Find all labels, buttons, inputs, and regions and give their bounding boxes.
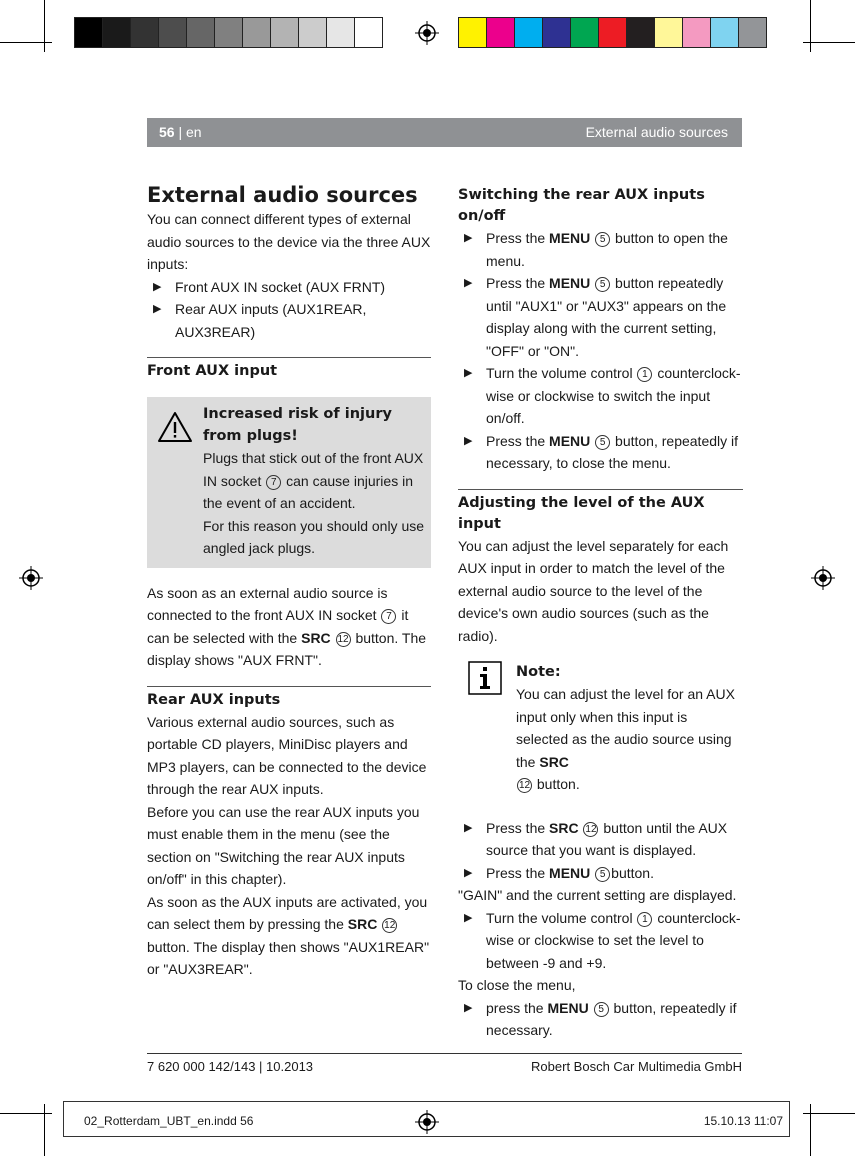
bullet-arrow-icon: ▶	[464, 911, 473, 924]
color-swatch	[74, 17, 103, 48]
color-swatch	[270, 17, 299, 48]
color-swatch-bar	[458, 17, 766, 48]
rear-aux-paragraph: Various external audio sources, such as portable CD players, MiniDisc players and MP3 players, can be connected to the device through the rear AUX inputs.	[147, 713, 427, 797]
callout-number: 7	[381, 609, 396, 624]
color-swatch	[626, 17, 655, 48]
bullet-arrow-icon: ▶	[464, 866, 473, 879]
intro-paragraph: You can connect different types of external audio sources to the device via the three AUX inputs:	[147, 211, 431, 272]
crop-mark	[44, 0, 45, 52]
color-swatch	[654, 17, 683, 48]
color-swatch	[486, 17, 515, 48]
front-aux-paragraph: As soon as an external audio source is connected to the front AUX IN socket 7 it can be selected with the SRC 12 button. The display shows "AUX FRNT".	[147, 584, 427, 668]
callout-number: 5	[595, 435, 610, 450]
print-slug	[63, 1101, 790, 1137]
warning-title: Increased risk of injury from plugs!	[203, 406, 392, 444]
gain-line: "GAIN" and the current setting are displayed.	[458, 887, 737, 903]
color-swatch	[542, 17, 571, 48]
registration-mark-icon	[415, 21, 439, 45]
page-number: 56 | en	[159, 124, 202, 140]
warning-box	[147, 397, 431, 568]
switch-aux-heading: Switching the rear AUX inputs on/off	[458, 187, 705, 224]
rear-aux-heading: Rear AUX inputs	[147, 691, 281, 708]
bullet-arrow-icon: ▶	[464, 434, 473, 447]
callout-number: 12	[337, 633, 349, 645]
front-aux-heading: Front AUX input	[147, 363, 278, 379]
callout-number: 5	[594, 1002, 609, 1017]
warning-text: For this reason you should only use angled jack plugs.	[203, 517, 425, 556]
publisher: Robert Bosch Car Multimedia GmbH	[531, 1059, 742, 1074]
list-item: ▶ press the MENU 5 button, repeatedly if necessary.	[458, 997, 743, 1042]
color-swatch	[514, 17, 543, 48]
callout-number: 5	[595, 867, 610, 882]
color-swatch	[738, 17, 767, 48]
color-swatch	[598, 17, 627, 48]
bullet-arrow-icon: ▶	[464, 821, 473, 834]
crop-mark	[44, 1104, 45, 1156]
list-item: ▶ Press the SRC 12 button until the AUX source that you want is displayed.	[458, 817, 743, 862]
list-item: ▶ Press the MENU 5 button.	[458, 862, 743, 885]
callout-number: 12	[585, 823, 597, 835]
bullet-arrow-icon: ▶	[153, 303, 162, 315]
color-swatch	[158, 17, 187, 48]
color-swatch	[298, 17, 327, 48]
section-divider	[147, 357, 431, 358]
bullet-arrow-icon: ▶	[464, 367, 473, 379]
list-item: ▶ Rear AUX inputs (AUX1REAR, AUX3REAR)	[147, 298, 431, 343]
left-column	[147, 182, 431, 981]
list-item: ▶ Press the MENU 5 button, repeatedly if necessary, to close the menu.	[458, 430, 743, 475]
gray-swatch-bar	[74, 17, 382, 48]
color-swatch	[130, 17, 159, 48]
callout-number: 12	[518, 780, 531, 791]
page-header-bar	[147, 118, 742, 147]
color-swatch	[458, 17, 487, 48]
section-divider	[147, 686, 431, 687]
bullet-arrow-icon: ▶	[464, 277, 473, 289]
rear-aux-paragraph: As soon as the AUX inputs are activated, you can select them by pressing the SRC 12 button. The display then shows "AUX1REAR" or "AUX3REAR".	[147, 893, 430, 977]
right-column	[458, 185, 743, 1042]
list-item: ▶ Front AUX IN socket (AUX FRNT)	[147, 276, 431, 299]
warning-triangle-icon	[157, 411, 193, 443]
list-item: ▶ Press the MENU 5 button to open the menu.	[458, 227, 743, 272]
close-menu-line: To close the menu,	[458, 977, 576, 993]
color-swatch	[682, 17, 711, 48]
registration-mark-icon	[19, 566, 43, 590]
color-swatch	[214, 17, 243, 48]
note-text: You can adjust the level for an AUX input only when this input is selected as the audio source using the SRC 12 button.	[516, 686, 735, 792]
warning-text: Plugs that stick out of the front AUX IN socket 7 can cause injuries in the event of an accident.	[203, 450, 424, 511]
info-icon	[468, 661, 502, 695]
list-item: ▶ Turn the volume control 1 counterclock-wise or clockwise to switch the input on/off.	[458, 362, 743, 430]
slug-date: 15.10.13 11:07	[703, 1114, 783, 1128]
crop-mark	[810, 0, 811, 52]
callout-number: 5	[595, 277, 610, 292]
callout-number: 12	[384, 920, 396, 931]
color-swatch	[242, 17, 271, 48]
color-swatch	[354, 17, 383, 48]
slug-filename: 02_Rotterdam_UBT_en.indd 56	[84, 1114, 254, 1128]
rear-aux-paragraph: Before you can use the rear AUX inputs you must enable them in the menu (see the section on "Switching the rear AUX inputs on/off" in this chapter).	[147, 803, 420, 887]
callout-number: 5	[595, 232, 610, 247]
color-swatch	[326, 17, 355, 48]
callout-number: 1	[637, 367, 652, 382]
section-title: External audio sources	[585, 124, 728, 140]
adjust-level-heading: Adjusting the level of the AUX input	[458, 494, 705, 532]
document-number: 7 620 000 142/143 | 10.2013	[147, 1059, 314, 1074]
crop-mark	[810, 1104, 811, 1156]
list-item: ▶ Press the MENU 5 button repeatedly until "AUX1" or "AUX3" appears on the display along with the current setting, "OFF" or "ON".	[458, 272, 743, 362]
callout-number: 1	[637, 912, 652, 927]
registration-mark-icon	[811, 566, 835, 590]
callout-number: 7	[266, 475, 281, 490]
adjust-level-paragraph: You can adjust the level separately for each AUX input in order to match the level of the external audio source to the level of the device's own audio sources (such as the radio).	[458, 537, 729, 644]
note-box	[458, 661, 743, 796]
bullet-arrow-icon: ▶	[153, 280, 162, 293]
page-title: External audio sources	[147, 183, 418, 207]
bullet-arrow-icon: ▶	[464, 232, 473, 244]
page-footer	[147, 1053, 742, 1074]
color-swatch	[102, 17, 131, 48]
color-swatch	[186, 17, 215, 48]
color-swatch	[710, 17, 739, 48]
section-divider	[458, 489, 743, 490]
note-title: Note:	[516, 664, 561, 680]
bullet-arrow-icon: ▶	[464, 1001, 473, 1014]
color-swatch	[570, 17, 599, 48]
switch-steps-list	[458, 227, 743, 475]
list-item: ▶ Turn the volume control 1 counterclock-wise or clockwise to set the level to between -9 and +9.	[458, 907, 743, 975]
